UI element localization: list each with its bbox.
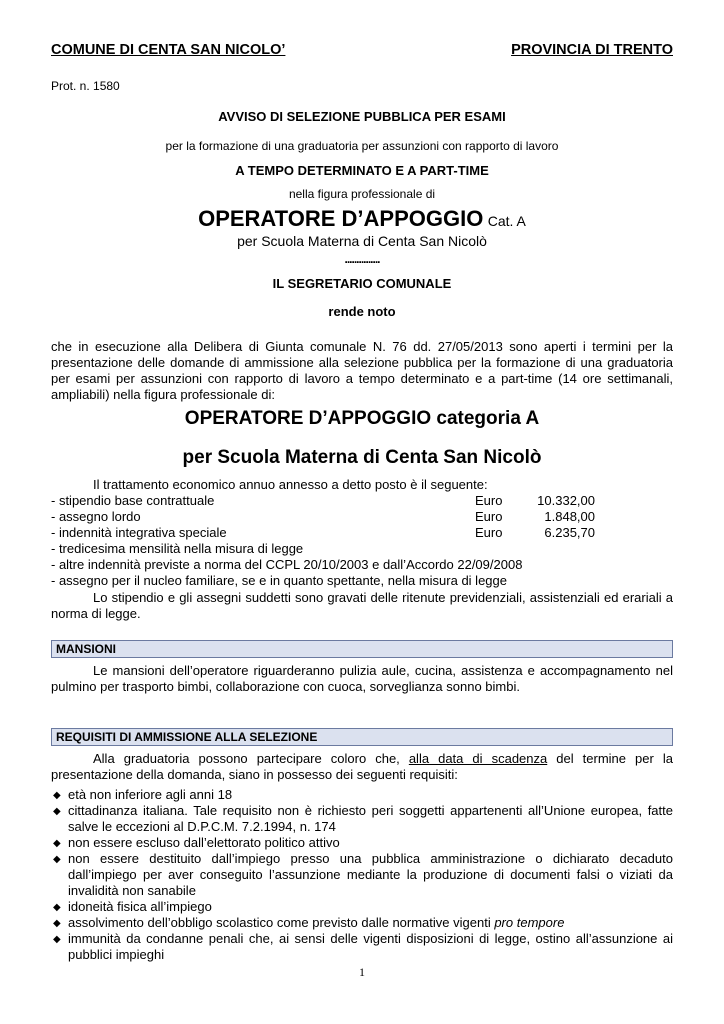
contract-type: A TEMPO DETERMINATO E A PART-TIME: [235, 163, 489, 178]
salary-currency: Euro: [475, 493, 503, 508]
role-heading: OPERATORE D’APPOGGIO categoria A: [184, 408, 540, 429]
role-intro: nella figura professionale di: [288, 187, 436, 201]
salary-currency: Euro: [475, 525, 503, 540]
protocol-number: Prot. n. 1580: [51, 79, 120, 93]
salary-intro: Il trattamento economico annuo annesso a detto posto è il seguente:: [93, 477, 488, 492]
list-item: [51, 851, 673, 899]
requisiti-intro-a: Alla graduatoria possono partecipare coloro che,: [93, 751, 409, 766]
diamond-bullet-icon: ◆: [53, 902, 61, 913]
salary-list: [51, 493, 673, 589]
requirement-text: età non inferiore agli anni 18: [68, 787, 233, 802]
salary-row: [51, 525, 673, 541]
role-school: per Scuola Materna di Centa San Nicolò: [237, 233, 487, 249]
salary-label: - indennità integrativa speciale: [51, 525, 227, 540]
separator-dots: ...............: [344, 252, 380, 266]
deadline-emphasis: alla data di scadenza: [408, 751, 548, 766]
diamond-bullet-icon: ◆: [53, 838, 61, 849]
municipality-name: COMUNE DI CENTA SAN NICOLO’: [51, 42, 286, 58]
salary-amount: 6.235,70: [544, 525, 595, 540]
salary-row: [51, 493, 673, 509]
salary-label: - altre indennità previste a norma del CCPL 20/10/2003 e dall’Accordo 22/09/2008: [51, 557, 523, 572]
mansioni-paragraph: [51, 663, 673, 695]
school-heading: per Scuola Materna di Centa San Nicolò: [182, 447, 542, 468]
list-item: [51, 931, 673, 963]
salary-currency: Euro: [475, 509, 503, 524]
salary-row: [51, 509, 673, 525]
salary-label: - stipendio base contrattuale: [51, 493, 215, 508]
list-item: [51, 787, 673, 803]
issuer-title: IL SEGRETARIO COMUNALE: [272, 276, 452, 291]
salary-closing-text: Lo stipendio e gli assegni suddetti sono gravati delle ritenute previdenziali, assistenziali ed erariali a norma di legge.: [51, 590, 673, 621]
salary-label: - tredicesima mensilità nella misura di legge: [51, 541, 304, 556]
section-header-requisiti: REQUISITI DI AMMISSIONE ALLA SELEZIONE: [51, 728, 673, 746]
requirement-italic-text: pro tempore: [494, 915, 565, 930]
intro-paragraph: che in esecuzione alla Delibera di Giunta comunale N. 76 dd. 27/05/2013 sono aperti i termini per la presentazione delle domande di ammissione alla selezione pubblica per la formazione di una graduatoria per esami per assunzioni con rapporto di lavoro a tempo determinato e a part-time (14 ore settimanali, ampliabili) nella figura professionale di:: [51, 339, 673, 402]
diamond-bullet-icon: ◆: [53, 790, 61, 801]
province-name: PROVINCIA DI TRENTO: [511, 42, 673, 58]
requirement-text: assolvimento dell’obbligo scolastico come previsto dalle normative vigenti: [68, 915, 495, 930]
diamond-bullet-icon: ◆: [53, 854, 61, 865]
list-item: [51, 899, 673, 915]
requisiti-paragraph: [51, 751, 673, 783]
notice-title: AVVISO DI SELEZIONE PUBBLICA PER ESAMI: [218, 109, 506, 124]
requisiti-intro-b: del termine per la presentazione della domanda, siano in possesso dei seguenti requisiti:: [51, 751, 673, 782]
diamond-bullet-icon: ◆: [53, 934, 61, 945]
announcement-verb: rende noto: [328, 304, 396, 319]
section-header-mansioni: MANSIONI: [51, 640, 673, 658]
page-number: 1: [359, 965, 365, 979]
requirement-text: idoneità fisica all’impiego: [68, 899, 212, 914]
requirements-list: [51, 787, 673, 963]
salary-label: - assegno lordo: [51, 509, 141, 524]
diamond-bullet-icon: ◆: [53, 806, 61, 817]
list-item: [51, 835, 673, 851]
salary-label: - assegno per il nucleo familiare, se e in quanto spettante, nella misura di legge: [51, 573, 507, 588]
salary-closing: [51, 590, 673, 622]
role-name: OPERATORE D’APPOGGIO: [198, 206, 484, 231]
salary-amount: 10.332,00: [537, 493, 595, 508]
requirement-text: immunità da condanne penali che, ai sensi delle vigenti disposizioni di legge, ostino all’assunzione ai pubblici impieghi: [68, 931, 673, 962]
list-item: [51, 803, 673, 835]
requirement-text: cittadinanza italiana. Tale requisito non è richiesto peri soggetti appartenenti all’Unione europea, fatte salve le eccezioni al D.P.C.M. 7.2.1994, n. 174: [68, 803, 673, 834]
salary-row: [51, 557, 673, 573]
salary-amount: 1.848,00: [544, 509, 595, 524]
diamond-bullet-icon: ◆: [53, 918, 61, 929]
salary-row: [51, 541, 673, 557]
role-category: Cat. A: [487, 213, 526, 229]
requirement-text: non essere destituito dall’impiego presso una pubblica amministrazione o dichiarato decaduto dall’impiego per aver conseguito l’assunzione mediante la produzione di documenti falsi o viziati da invalidità non sanabile: [68, 851, 673, 898]
list-item: [51, 915, 673, 931]
salary-row: [51, 573, 673, 589]
mansioni-text: Le mansioni dell’operatore riguarderanno pulizia aule, cucina, assistenza e accompagnamento nel pulmino per trasporto bimbi, collaborazione con cuoca, sorveglianza sonno bimbi.: [51, 663, 673, 694]
requirement-text: non essere escluso dall’elettorato politico attivo: [68, 835, 340, 850]
role-title: [51, 206, 673, 232]
notice-subtitle: per la formazione di una graduatoria per assunzioni con rapporto di lavoro: [165, 139, 559, 153]
